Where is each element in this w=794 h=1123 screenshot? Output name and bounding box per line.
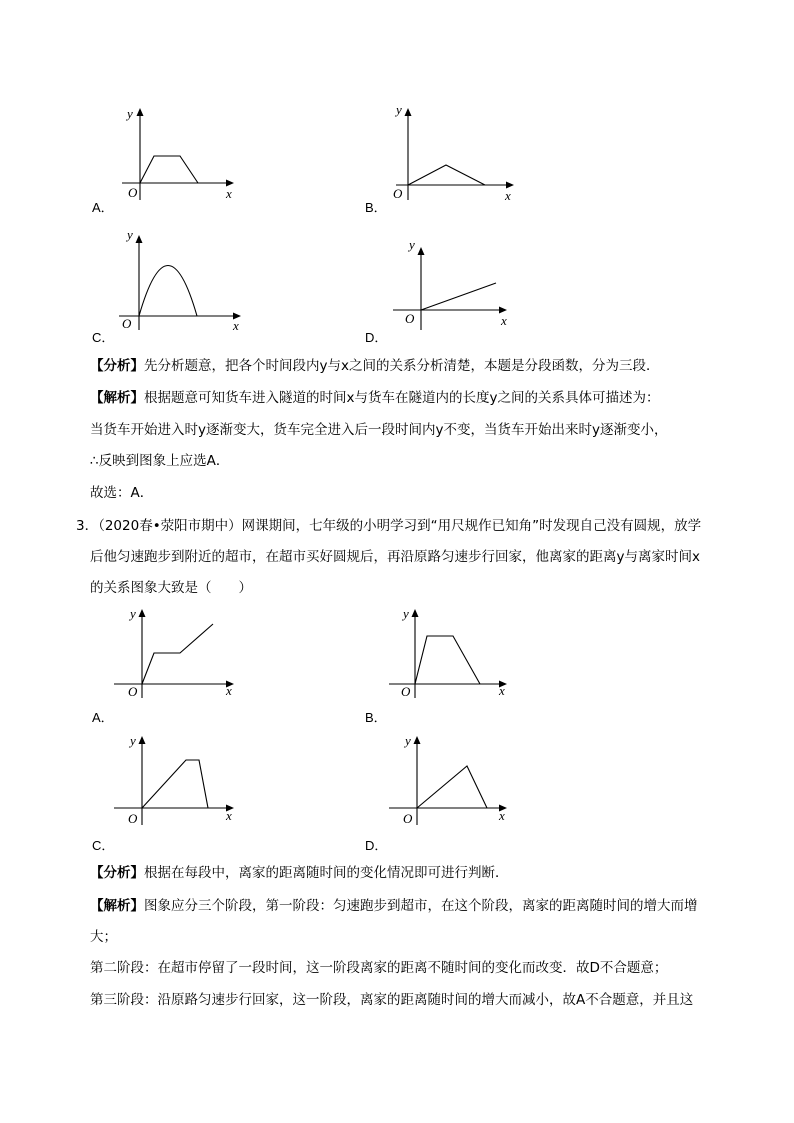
x-label: x (226, 186, 232, 201)
q3b-curve (415, 636, 480, 684)
q3-option-a-label: A． (92, 710, 114, 725)
x-label: x (226, 808, 232, 823)
q2-answer: 故选：A． (90, 485, 154, 501)
q2-graph-b (388, 100, 528, 210)
q2-graph-a (110, 100, 250, 210)
q2-option-d-label: D． (365, 330, 388, 345)
y-label: y (127, 227, 133, 242)
q3-solution (90, 896, 698, 916)
q2b-curve (408, 165, 485, 185)
q3-stem-line1: 3．（2020春•荥阳市期中）网课期间，七年级的小明学习到“用尺规作已知角”时发现自己没有圆规，放学 (76, 518, 702, 534)
origin-label: O (128, 811, 138, 826)
q2a-curve (140, 156, 198, 183)
q3c-curve (142, 760, 208, 808)
q3-graph-a (110, 603, 250, 703)
y-label: y (409, 237, 415, 252)
y-label: y (130, 606, 136, 621)
q2-option-a-label: A． (92, 200, 114, 215)
origin-label: O (128, 684, 138, 699)
q3-graph-c (110, 730, 250, 830)
q2d-curve (421, 283, 496, 310)
q3-option-b-label: B． (365, 710, 387, 725)
q3-graph-b (385, 603, 525, 703)
origin-label: O (128, 185, 138, 200)
q2-solution-line3: ∴反映到图象上应选A． (90, 453, 230, 469)
q2-analysis (90, 356, 659, 376)
analysis-text: 先分析题意，把各个时间段内y与x之间的关系分析清楚，本题是分段函数，分为三段． (144, 358, 660, 374)
solution-text: 根据题意可知货车进入隧道的时间x与货车在隧道内的长度y之间的关系具体可描述为： (144, 390, 660, 406)
q2-option-b-label: B． (365, 200, 387, 215)
solution-text: 图象应分三个阶段，第一阶段：匀速跑步到超市，在这个阶段，离家的距离随时间的增大而增 (144, 898, 698, 914)
origin-label: O (401, 684, 411, 699)
q3-stage3: 第三阶段：沿原路匀速步行回家，这一阶段，离家的距离随时间的增大而减小，故A不合题意，并且这 (90, 992, 694, 1008)
q3-solution-cont: 大； (90, 929, 117, 945)
q3-option-c-label: C． (92, 838, 115, 853)
q3-stem-line3: 的关系图象大致是（ ） (90, 580, 252, 596)
q3-analysis (90, 863, 509, 883)
q3-stage2: 第二阶段：在超市停留了一段时间，这一阶段离家的距离不随时间的变化而改变．故D不合题意； (90, 960, 668, 976)
q2-graph-d (385, 235, 525, 335)
y-label: y (405, 733, 411, 748)
x-label: x (505, 188, 511, 203)
y-label: y (396, 102, 402, 117)
q2-solution-line2: 当货车开始进入时y逐渐变大，货车完全进入后一段时间内y不变，当货车开始出来时y逐渐变小， (90, 422, 668, 438)
q2-option-c-label: C． (92, 330, 115, 345)
q2-solution (90, 388, 659, 408)
q3-stem-line2: 后他匀速跑步到附近的超市，在超市买好圆规后，再沿原路匀速步行回家，他离家的距离y与离家时间x (90, 549, 700, 565)
origin-label: O (405, 311, 415, 326)
solution-tag: 【解析】 (90, 898, 144, 914)
x-label: x (499, 683, 505, 698)
y-label: y (130, 733, 136, 748)
y-label: y (127, 106, 133, 121)
q2-graph-c (115, 225, 255, 335)
x-label: x (233, 318, 239, 333)
q3d-curve (417, 766, 487, 808)
q2c-curve (139, 266, 197, 317)
analysis-tag: 【分析】 (90, 358, 144, 374)
origin-label: O (393, 186, 403, 201)
q3-option-d-label: D． (365, 838, 388, 853)
x-label: x (499, 808, 505, 823)
q3a-curve (142, 624, 213, 684)
origin-label: O (122, 316, 132, 331)
y-label: y (403, 606, 409, 621)
solution-tag: 【解析】 (90, 390, 144, 406)
origin-label: O (403, 811, 413, 826)
analysis-text: 根据在每段中，离家的距离随时间的变化情况即可进行判断． (144, 865, 509, 881)
analysis-tag: 【分析】 (90, 865, 144, 881)
x-label: x (226, 683, 232, 698)
q3-graph-d (385, 730, 525, 830)
x-label: x (501, 313, 507, 328)
